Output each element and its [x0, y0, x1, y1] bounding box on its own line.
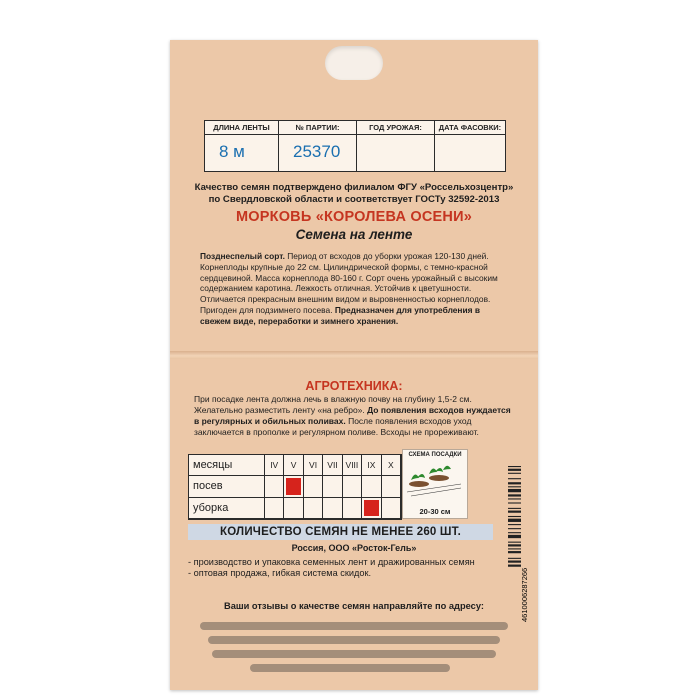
blurred-address [190, 618, 518, 678]
harvest-cell [284, 498, 303, 519]
agrotech-text-2: После появления всходов уход заключается в прополке и регулярном поливе. Всходы не прореживают. [194, 416, 479, 437]
variety-description [200, 251, 510, 327]
sowing-cell [382, 476, 401, 497]
header-harvest-year: ГОД УРОЖАЯ: [357, 121, 435, 135]
description-body: Период от всходов до уборки урожая 120-130 дней. Корнеплоды крупные до 22 см. Цилиндрической формы, с темно-красной сердцевиной. Масса корнеплода 80-160 г. Сорт очень урожайный с высоким содержанием каротина. Лежкость отличная. Устойчив к цветушности. Отличается прекрасным внешним видом и выровненностью корнеплодов. Пригоден для подзимнего посева. [200, 251, 498, 315]
harvest-cell [362, 498, 381, 519]
product-subtitle: Семена на ленте [295, 227, 413, 242]
sowing-cell [323, 476, 342, 497]
barcode-bar [508, 508, 521, 509]
value-batch: 25370 [279, 135, 357, 171]
agrotech-bold: До появления всходов нуждается в регулярных и обильных поливах. [194, 405, 511, 426]
sowing-cell [343, 476, 362, 497]
value-tape-length: 8 м [205, 135, 279, 171]
sowing-cell [265, 476, 284, 497]
schedule-mark [286, 478, 300, 494]
header-tape-length: ДЛИНА ЛЕНТЫ [205, 121, 279, 135]
barcode-bar [508, 511, 521, 513]
barcode-bar [508, 466, 521, 467]
description-tail: Предназначен для употребления в свежем виде, переработки и зимнего хранения. [200, 304, 481, 326]
barcode-bar [508, 561, 521, 563]
feedback-note: Ваши отзывы о качестве семян направляйте по адресу: [223, 601, 484, 611]
quality-note: Качество семян подтверждено филиалом ФГУ «Россельхозцентр» по Свердловской области и соответствует ГОСТу 32592-2013 [194, 182, 514, 205]
month-iv: IV [265, 455, 284, 476]
sowing-cell [284, 476, 303, 497]
hanging-hole [325, 46, 383, 80]
barcode-bar [508, 478, 521, 479]
barcode-bar [508, 486, 521, 487]
company-name: Россия, ООО «Росток-Гель» [291, 543, 417, 553]
value-packing-date [435, 135, 505, 171]
harvest-cell [382, 498, 401, 519]
barcode-bar [508, 528, 521, 529]
company-features [188, 557, 488, 580]
row-label-sowing: посев [189, 476, 265, 497]
schedule-mark [364, 500, 378, 516]
agrotech-title: АГРОТЕХНИКА: [305, 379, 403, 393]
seed-quantity-banner: КОЛИЧЕСТВО СЕМЯН НЕ МЕНЕЕ 260 ШТ. [188, 524, 493, 540]
month-v: V [284, 455, 303, 476]
row-label-harvest: уборка [189, 498, 265, 519]
schedule-header-label: месяцы [189, 455, 265, 476]
planting-scheme [402, 449, 468, 519]
agrotech-text-1: При посадке лента должна лечь в влажную почву на глубину 1,5-2 см. Желательно разместить ленту «на ребро». [194, 394, 472, 415]
barcode-bar [508, 498, 521, 499]
barcode-number: 4610006287266 [520, 567, 529, 622]
feature-item: - оптовая продажа, гибкая система скидок. [188, 568, 372, 579]
barcode-bar [508, 494, 521, 496]
packet-fold [170, 351, 538, 359]
month-vii: VII [323, 455, 342, 476]
planting-scheme-title: СХЕМА ПОСАДКИ [408, 452, 462, 458]
month-x: X [382, 455, 401, 476]
barcode-bar [508, 482, 521, 484]
planting-distance: 20-30 см [419, 507, 451, 516]
feature-item: - производство и упаковка семенных лент и дражированных семян [188, 557, 475, 567]
harvest-cell [265, 498, 284, 519]
sowing-schedule-table [188, 454, 402, 520]
value-harvest-year [357, 135, 435, 171]
barcode-bar [508, 565, 521, 567]
barcode-bar [508, 469, 521, 471]
barcode-bar [508, 489, 521, 492]
header-batch: № ПАРТИИ: [279, 121, 357, 135]
header-packing-date: ДАТА ФАСОВКИ: [435, 121, 505, 135]
harvest-cell [323, 498, 342, 519]
barcode-bar [508, 519, 521, 522]
harvest-cell [304, 498, 323, 519]
barcode-bar [508, 502, 521, 503]
month-ix: IX [362, 455, 381, 476]
harvest-cell [343, 498, 362, 519]
month-vi: VI [304, 455, 323, 476]
sowing-cell [362, 476, 381, 497]
agrotech-text [194, 394, 518, 438]
barcode-bar [508, 516, 521, 517]
seed-packet [170, 40, 538, 690]
month-viii: VIII [343, 455, 362, 476]
barcode-bar [508, 524, 521, 525]
barcode-bar [508, 532, 521, 533]
description-lead: Позднеспелый сорт. [200, 251, 285, 261]
barcode-bar [508, 558, 521, 559]
product-title: МОРКОВЬ «КОРОЛЕВА ОСЕНИ» [236, 209, 472, 225]
info-table [204, 120, 506, 172]
barcode-bar [508, 473, 521, 474]
planting-scheme-icon [403, 458, 465, 498]
sowing-cell [304, 476, 323, 497]
barcode-bar [508, 535, 521, 538]
